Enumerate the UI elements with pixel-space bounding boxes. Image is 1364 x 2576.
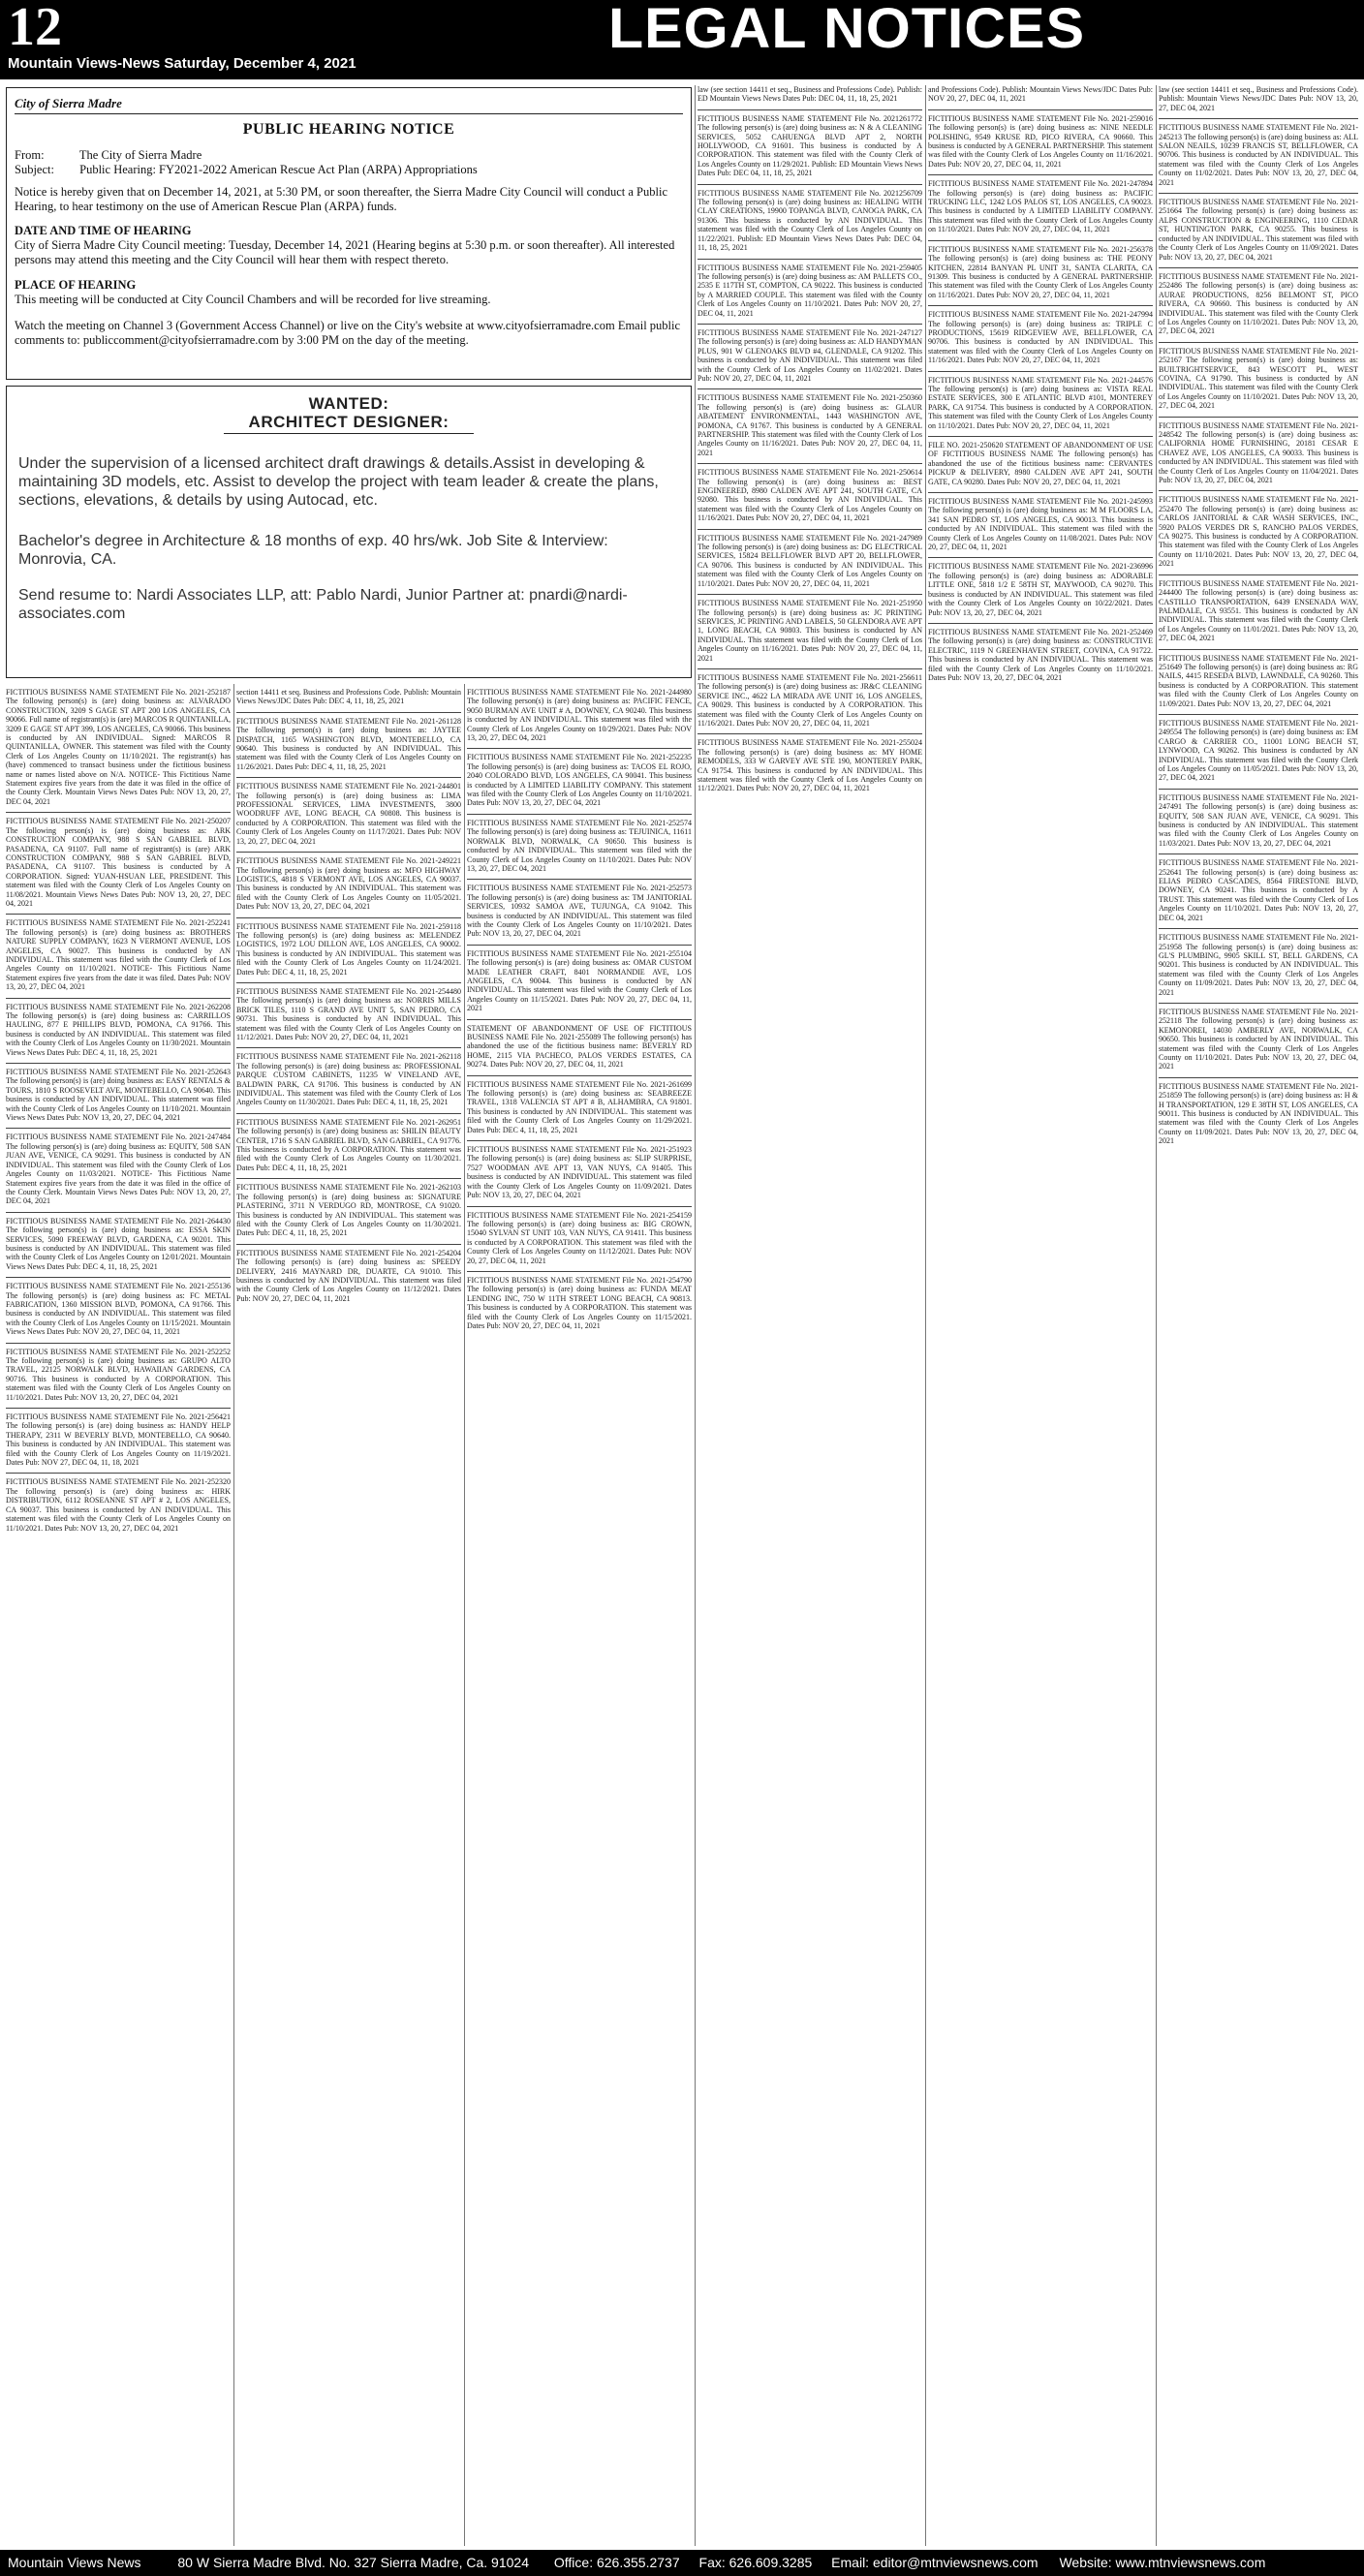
legal-notice-text: FICTITIOUS BUSINESS NAME STATEMENT File No. 2021-252118 The following person(s) is (are) doing business as: KEMONOREI, 14030 AMBERLY AVE, NORWALK, CA 90650. This business is conducted by AN INDIVIDUAL. This statement was filed with the County Clerk of Los Angeles County on 11/10/2021. Dates Pub: NOV 13, 20, 27, DEC 04, 2021	[1159, 1007, 1358, 1071]
legal-notice-text: FICTITIOUS BUSINESS NAME STATEMENT File No. 2021-251923 The following person(s) is (are) doing business as: SLIP SURPRISE, 7527 WOODMAN AVE APT 13, VAN NUYS, CA 91405. This business is conducted by AN INDIVIDUAL. This statement was filed with the County Clerk of Los Angeles County on 11/09/2021. Dates Pub: NOV 13, 20, 27, DEC 04, 2021	[467, 1145, 692, 1200]
notice-divider	[467, 1075, 692, 1076]
notice-divider	[1159, 193, 1358, 194]
notice-divider	[236, 1113, 461, 1114]
legal-notice	[236, 852, 461, 911]
notice-title: PUBLIC HEARING NOTICE	[242, 121, 455, 138]
notice-divider	[6, 1277, 231, 1278]
legal-notice-text: FICTITIOUS BUSINESS NAME STATEMENT File No. 2021-244576 The following person(s) is (are) doing business as: VISTA REAL ESTATE SERVICES, 300 E ATLANTIC BLVD #101, MONTEREY PARK, CA 91754. This business is conducted by A CORPORATION. This statement was filed with the County Clerk of Los Angeles County on 11/10/2021. Dates Pub: NOV 20, 27, DEC 04, 11, 2021	[928, 375, 1153, 430]
legal-notice-text: FICTITIOUS BUSINESS NAME STATEMENT File No. 2021-261128 The following person(s) is (are) doing business as: JAYTEE DISPATCH, 1165 WASHINGTON BLVD, MONTEBELLO, CA 90640. This business is conducted by AN INDIVIDUAL. This statement was filed with the County Clerk of Los Angeles County on 11/26/2021. Dates Pub: DEC 4, 11, 18, 25, 2021	[236, 716, 461, 771]
notice-divider	[698, 594, 922, 595]
legal-notice-text: FICTITIOUS BUSINESS NAME STATEMENT File No. 2021-256378 The following person(s) is (are) doing business as: THE PEONY KITCHEN, 22814 BANYAN PL UNIT 31, SANTA CLARITA, CA 91309. This business is conducted by A GENERAL PARTNERSHIP. This statement was filed with the County Clerk of Los Angeles County on 11/16/2021. Dates Pub: NOV 20, 27, DEC 04, 11, 2021	[928, 244, 1153, 299]
legal-notice	[928, 240, 1153, 299]
legal-notice	[236, 982, 461, 1041]
notice-divider	[467, 1271, 692, 1272]
legal-notice-text: FICTITIOUS BUSINESS NAME STATEMENT File No. 2021-254790 The following person(s) is (are) doing business as: FUNDA MEAT LENDING INC, 750 W 11TH STREET LONG BEACH, CA 90813. This business is conducted by A CORPORATION. This statement was filed with the County Clerk of Los Angeles County on 11/15/2021. Dates Pub: NOV 20, 27, DEC 04, 11, 2021	[467, 1275, 692, 1330]
legal-notice	[467, 1075, 692, 1134]
legal-notice-text: and Professions Code). Publish: Mountain Views News/JDC Dates Pub: NOV 20, 27, DEC 04, 11, 2021	[928, 85, 1153, 104]
column-rule	[1156, 85, 1157, 2546]
legal-notice-text: FICTITIOUS BUSINESS NAME STATEMENT File No. 2021-252320 The following person(s) is (are) doing business as: HIRK DISTRIBUTION, 6112 ROSEANNE ST APT # 2, LOS ANGELES, CA 90037. This business is conducted by AN INDIVIDUAL. This statement was filed with the County Clerk of Los Angeles County on 11/10/2021. Dates Pub: NOV 13, 20, 27, DEC 04, 2021	[6, 1477, 231, 1533]
legal-notice-text: FICTITIOUS BUSINESS NAME STATEMENT File No. 2021-252167 The following person(s) is (are) doing business as: BUILTRIGHTSERVICE, 843 WESCOTT PL, WEST COVINA, CA 91790. This business is conducted by AN INDIVIDUAL. This statement was filed with the County Clerk of Los Angeles County on 11/10/2021. Dates Pub: NOV 13, 20, 27, DEC 04, 2021	[1159, 346, 1358, 411]
legal-notice-text: FICTITIOUS BUSINESS NAME STATEMENT File No. 2021-244980 The following person(s) is (are) doing business as: PACIFIC FENCE, 9050 BURMAN AVE UNIT # A, DOWNEY, CA 90240. This business is conducted by AN INDIVIDUAL. This statement was filed with the County Clerk of Los Angeles County on 10/29/2021. Dates Pub: NOV 13, 20, 27, DEC 04, 2021	[467, 688, 692, 743]
legal-notice	[6, 1063, 231, 1122]
legal-notice	[698, 594, 922, 663]
notice-divider	[928, 436, 1153, 437]
wanted-heading-2: ARCHITECT DESIGNER:	[248, 413, 450, 431]
notices-column-5	[928, 85, 1153, 2546]
legal-notice	[467, 1140, 692, 1199]
column-rule	[233, 684, 234, 2546]
notice-divider	[236, 852, 461, 853]
footer-paper-name: Mountain Views News	[8, 2555, 141, 2570]
notice-divider	[6, 812, 231, 813]
legal-notice	[928, 557, 1153, 616]
legal-notice-text: FICTITIOUS BUSINESS NAME STATEMENT File No. 2021-259016 The following person(s) is (are) doing business as: NINE NEEDLE POLISHING, 9549 KRUSE RD, PICO RIVERA, CA 90660. This business is conducted by A GENERAL PARTNERSHIP. This statement was filed with the County Clerk of Los Angeles County on 11/16/2021. Dates Pub: NOV 20, 27, DEC 04, 11, 2021	[928, 113, 1153, 169]
legal-notice	[698, 463, 922, 522]
notice-divider	[6, 1212, 231, 1213]
legal-notice	[467, 945, 692, 1013]
legal-notice-text: FICTITIOUS BUSINESS NAME STATEMENT File No. 2021-251664 The following person(s) is (are) doing business as: ALPS CONSTRUCTION & ENGINEERING, 1110 CEDAR ST, HUNTINGTON PARK, CA 90255. This business is conducted by AN INDIVIDUAL. This statement was filed with the County Clerk of Los Angeles County on 11/09/2021. Dates Pub: NOV 13, 20, 27, DEC 04, 2021	[1159, 198, 1358, 262]
notices-column-3	[467, 688, 692, 2546]
legal-notice	[1159, 193, 1358, 262]
legal-notice	[928, 174, 1153, 233]
notice-date-text: City of Sierra Madre City Council meeting: Tuesday, December 14, 2021 (Hearing begins at 5:30 p.m. or soon thereafter). All interested persons may attend this meeting and the City Council will hear them with respect thereto.	[15, 238, 675, 266]
notice-from-value: The City of Sierra Madre	[78, 148, 202, 162]
footer-bar	[0, 2550, 1364, 2576]
notice-place-heading: PLACE OF HEARING	[15, 278, 137, 292]
legal-notice	[1159, 417, 1358, 485]
notice-divider	[928, 492, 1153, 493]
legal-notice-text: FICTITIOUS BUSINESS NAME STATEMENT File No. 2021-255024 The following person(s) is (are) doing business as: MY HOME REMODELS, 333 W GARVEY AVE STE 190, MONTEREY PARK, CA 91754. This business is conducted by AN INDIVIDUAL. This statement was filed with the County Clerk of Los Angeles County on 11/12/2021. Dates Pub: NOV 20, 27, DEC 04, 11, 2021	[698, 738, 922, 793]
legal-notice	[6, 1408, 231, 1467]
wanted-requirements: Bachelor's degree in Architecture & 18 months of exp. 40 hrs/wk. Job Site & Interview: Monrovia, CA.	[18, 533, 608, 568]
legal-notice	[928, 492, 1153, 551]
legal-notice-text: FICTITIOUS BUSINESS NAME STATEMENT File No. 2021-252486 The following person(s) is (are) doing business as: AURAE PRODUCTIONS, 8256 BELMONT ST, PICO RIVERA, CA 90660. This business is conducted by AN INDIVIDUAL. This statement was filed with the County Clerk of Los Angeles County on 11/10/2021. Dates Pub: NOV 13, 20, 27, DEC 04, 2021	[1159, 271, 1358, 336]
notice-divider	[928, 371, 1153, 372]
notice-divider	[6, 1343, 231, 1344]
footer-fax: Fax: 626.609.3285	[698, 2555, 813, 2570]
public-hearing-notice	[6, 87, 692, 380]
legal-notice	[698, 184, 922, 253]
legal-notice-text: FILE NO. 2021-250620 STATEMENT OF ABANDONMENT OF USE OF FICTITIOUS BUSINESS NAME The following person(s) has abandoned the use of the fictitious business name: CERVANTES PICKUP & DELIVERY, 8980 CALDEN AVE APT 241, SOUTH GATE, CA 90280. Dates Pub: NOV 20, 27, DEC 04, 11, 2021	[928, 441, 1153, 486]
legal-notice	[698, 324, 922, 383]
legal-notice-text: FICTITIOUS BUSINESS NAME STATEMENT File No. 2021-259405 The following person(s) is (are) doing business as: AM PALLETS CO., 2535 E 117TH ST, COMPTON, CA 90222. This business is conducted by A MARRIED COUPLE. This statement was filed with the County Clerk of Los Angeles County on 11/10/2021. Dates Pub: NOV 20, 27, DEC 04, 11, 2021	[698, 263, 922, 318]
legal-notice-text: FICTITIOUS BUSINESS NAME STATEMENT File No. 2021-250614 The following person(s) is (are) doing business as: BEST ENGINEERED, 8980 CALDEN AVE APT 241, SOUTH GATE, CA 92080. This business is conducted by AN INDIVIDUAL. This statement was filed with the County Clerk of Los Angeles County on 11/16/2021. Dates Pub: NOV 20, 27, DEC 04, 11, 2021	[698, 468, 922, 523]
legal-notice-text: FICTITIOUS BUSINESS NAME STATEMENT File No. 2021-252187 The following person(s) is (are) doing business as: ALVARADO CONSTRUCTION, 3209 S GAGE ST APT 200 LOS ANGELES, CA 90066. Full name of registrant(s) is (are) MARCOS R QUINTANILLA, 3209 E GAGE ST APT 399, LOS ANGELES, CA 90066. This business is conducted by AN INDIVIDUAL. Signed: MARCOS R QUINTANILLA, OWNER. This statement was filed with the County Clerk of Los Angeles County on 11/10/2021. The registrant(s) has (have) commenced to transact business under the fictitious business name or names listed above on N/A. NOTICE- This Fictitious Name Statement expires five years from the date it was filed in the office of the County Clerk. Mountain Views News Dates Pub: NOV 13, 20, 27, DEC 04, 2021	[6, 688, 231, 806]
notice-divider	[1159, 490, 1358, 491]
legal-notice-text: FICTITIOUS BUSINESS NAME STATEMENT File No. 2021-252470 The following person(s) is (are) doing business as: CARLOS JANITORIAL & CAR WASH SERVICES, INC., 5920 PALOS VERDES DR S, RANCHO PALOS VERDES, CA 90275. This business is conducted by A CORPORATION. This statement was filed with the County Clerk of Los Angeles County on 11/10/2021. Dates Pub: NOV 13, 20, 27, DEC 04, 2021	[1159, 495, 1358, 569]
notice-subject-label: Subject:	[15, 163, 54, 176]
legal-notice-text: FICTITIOUS BUSINESS NAME STATEMENT File No. 2021-262103 The following person(s) is (are) doing business as: SIGNATURE PLASTERING, 3711 N VERDUGO RD, MONTROSE, CA 91020. This business is conducted by AN INDIVIDUAL. This statement was filed with the County Clerk of Los Angeles County on 11/30/2021. Dates Pub: DEC 4, 11, 18, 25, 2021	[236, 1183, 461, 1238]
notice-divider	[467, 748, 692, 749]
legal-notice	[236, 777, 461, 846]
notice-divider	[236, 1178, 461, 1179]
notice-divider	[6, 1128, 231, 1129]
notice-divider	[1159, 267, 1358, 268]
notice-divider	[928, 240, 1153, 241]
column-rule	[925, 85, 926, 2546]
legal-notice-text: FICTITIOUS BUSINESS NAME STATEMENT File No. 2021-252252 The following person(s) is (are) doing business as: GRUPO ALTO TRAVEL, 22125 NORWALK BLVD, HAWAIIAN GARDENS, CA 90716. This business is conducted by A CORPORATION. This statement was filed with the County Clerk of Los Angeles County on 11/10/2021. Dates Pub: NOV 13, 20, 27, DEC 04, 2021	[6, 1347, 231, 1402]
notice-divider	[467, 1140, 692, 1141]
notice-divider	[698, 324, 922, 325]
legal-notice-text: FICTITIOUS BUSINESS NAME STATEMENT File No. 2021-252573 The following person(s) is (are) doing business as: TM JANITORIAL SERVICES, 10932 SAMOA AVE, TUJUNGA, CA 91042. This business is conducted by AN INDIVIDUAL. This statement was filed with the County Clerk of Los Angeles County on 11/10/2021. Dates Pub: NOV 13, 20, 27, DEC 04, 2021	[467, 884, 692, 939]
legal-notice	[1159, 1003, 1358, 1071]
notice-divider	[928, 174, 1153, 175]
legal-notice	[1159, 649, 1358, 708]
legal-notice-text: FICTITIOUS BUSINESS NAME STATEMENT File No. 2021-259118 The following person(s) is (are) doing business as: MELENDEZ LOGISTICS, 1972 LOU DILLON AVE, LOS ANGELES, CA 90002. This business is conducted by AN INDIVIDUAL. This statement was filed with the County Clerk of Los Angeles County on 11/24/2021. Dates Pub: DEC 4, 11, 18, 25, 2021	[236, 921, 461, 977]
notice-divider	[6, 1408, 231, 1409]
notice-divider	[236, 712, 461, 713]
legal-notice	[928, 109, 1153, 169]
legal-notice	[928, 371, 1153, 430]
legal-notice-text: FICTITIOUS BUSINESS NAME STATEMENT File No. 2021-254204 The following person(s) is (are) doing business as: SPEEDY DELIVERY, 2416 MAYNARD DR, DUARTE, CA 91010. This business is conducted by AN INDIVIDUAL. This statement was filed with the County Clerk of Los Angeles County on 11/12/2021. Dates Pub: NOV 20, 27, DEC 04, 11, 2021	[236, 1248, 461, 1303]
legal-notice	[6, 812, 231, 908]
legal-notice-text: FICTITIOUS BUSINESS NAME STATEMENT File No. 2021-236996 The following person(s) is (are) doing business as: ADORABLE LITTLE ONE, 5818 1/2 E 58TH ST, MAYWOOD, CA 90270. This business is conducted by AN INDIVIDUAL. This statement was filed with the County Clerk of Los Angeles County on 10/22/2021. Dates Pub: NOV 13, 20, 27, DEC 04, 2021	[928, 562, 1153, 617]
legal-notice	[1159, 928, 1358, 997]
legal-notice-text: FICTITIOUS BUSINESS NAME STATEMENT File No. 2021-264430 The following person(s) is (are) doing business as: ESSA SKIN SERVICES, 5090 FREEWAY BLVD, GARDENA, CA 90201. This business is conducted by AN INDIVIDUAL. This statement was filed with the County Clerk of Los Angeles County on 12/01/2021. Mountain Views News Dates Pub: DEC 4, 11, 18, 25, 2021	[6, 1216, 231, 1271]
legal-notice-text: FICTITIOUS BUSINESS NAME STATEMENT File No. 2021-247894 The following person(s) is (are) doing business as: PACIFIC TRUCKING LLC, 1242 LOS PALOS ST, LOS ANGELES, CA 90023. This business is conducted by A LIMITED LIABILITY COMPANY. This statement was filed with the County Clerk of Los Angeles County on 11/10/2021. Dates Pub: NOV 20, 27, DEC 04, 11, 2021	[928, 179, 1153, 234]
legal-notice-text: FICTITIOUS BUSINESS NAME STATEMENT File No. 2021-248542 The following person(s) is (are) doing business as: CALIFORNIA HOME FURNISHING, 20181 CESAR E CHAVEZ AVE, LOS ANGELES, CA 90033. This business is conducted by AN INDIVIDUAL. This statement was filed with the County Clerk of Los Angeles County on 11/04/2021. Dates Pub: NOV 13, 20, 27, DEC 04, 2021	[1159, 420, 1358, 485]
wanted-ad	[6, 386, 692, 678]
legal-notice-text: FICTITIOUS BUSINESS NAME STATEMENT File No. 2021-247484 The following person(s) is (are) doing business as: EQUITY, 508 SAN JUAN AVE, VENICE, CA 90291. This business is conducted by AN INDIVIDUAL. This statement was filed with the County Clerk of Los Angeles County on 11/03/2021. NOTICE- This Fictitious Name Statement expires five years from the date it was filed in the office of the County Clerk. Mountain Views News Dates Pub: NOV 13, 20, 27, DEC 04, 2021	[6, 1133, 231, 1206]
notice-divider	[1159, 417, 1358, 418]
legal-notice-text: FICTITIOUS BUSINESS NAME STATEMENT File No. 2021-247994 The following person(s) is (are) doing business as: TRIPLE C PRODUCTIONS, 15619 RIDGEVIEW AVE, BELLFLOWER, CA 90706. This business is conducted by AN INDIVIDUAL. This statement was filed with the County Clerk of Los Angeles County on 11/16/2021. Dates Pub: NOV 20, 27, DEC 04, 11, 2021	[928, 310, 1153, 365]
legal-notice	[698, 733, 922, 792]
legal-notice-text: FICTITIOUS BUSINESS NAME STATEMENT File No. 2021-249221 The following person(s) is (are) doing business as: MFO HIGHWAY LOGISTICS, 4818 S VERMONT AVE, LOS ANGELES, CA 90037. This business is conducted by AN INDIVIDUAL. This statement was filed with the County Clerk of Los Angeles County on 11/05/2021. Dates Pub: NOV 13, 20, 27, DEC 04, 2021	[236, 856, 461, 912]
notice-divider	[698, 388, 922, 389]
notice-divider	[467, 879, 692, 880]
column-rule	[464, 684, 465, 2546]
legal-notice-text: FICTITIOUS BUSINESS NAME STATEMENT File No. 2021-254480 The following person(s) is (are) doing business as: NORRIS MILLS BRICK TILES, 1110 S GRAND AVE UNIT 5, SAN PEDRO, CA 90731. This business is conducted by AN INDIVIDUAL. This statement was filed with the County Clerk of Los Angeles County on 11/12/2021. Dates Pub: NOV 20, 27, DEC 04, 11, 2021	[236, 986, 461, 1041]
paper-and-date: Mountain Views-News Saturday, December 4, 2021	[8, 55, 356, 72]
notice-subject-row	[15, 163, 478, 177]
notice-divider	[1159, 118, 1358, 119]
wanted-description: Under the supervision of a licensed architect draft drawings & details.Assist in developing & maintaining 3D models, etc. Assist to develop the project with team leader & create the plans, sections, elevations, & details by using Autocad, etc.	[18, 455, 659, 509]
legal-notice	[236, 712, 461, 771]
masthead	[0, 0, 1364, 79]
notice-divider	[698, 184, 922, 185]
legal-notice	[467, 688, 692, 742]
legal-notice-text: FICTITIOUS BUSINESS NAME STATEMENT File No. 2021-245213 The following person(s) is (are) doing business as: ALL SALON NEAILS, 10239 FRANCIS ST, BELLFLOWER, CA 90706. This business is conducted by AN INDIVIDUAL. This statement was filed with the County Clerk of Los Angeles County on 11/02/2021. Dates Pub: NOV 13, 20, 27, DEC 04, 2021	[1159, 123, 1358, 187]
legal-notice-text: FICTITIOUS BUSINESS NAME STATEMENT File No. 2021-247127 The following person(s) is (are) doing business as: ALD HANDYMAN PLUS, 901 W GLENOAKS BLVD #4, GLENDALE, CA 91202. This business is conducted by AN INDIVIDUAL. This statement was filed with the County Clerk of Los Angeles County on 11/02/2021. Dates Pub: NOV 20, 27, DEC 04, 11, 2021	[698, 327, 922, 383]
notice-divider	[1159, 1003, 1358, 1004]
legal-notice	[1159, 267, 1358, 336]
legal-notice	[6, 1212, 231, 1271]
legal-notice-text: FICTITIOUS BUSINESS NAME STATEMENT File No. 2021-251950 The following person(s) is (are) doing business as: JC PRINTING SERVICES, JC PRINTING AND LABELS, 50 GLENDORA AVE APT 1, LONG BEACH, CA 90803. This business is conducted by AN INDIVIDUAL. This statement was filed with the County Clerk of Los Angeles County on 11/16/2021. Dates Pub: NOV 20, 27, DEC 04, 11, 2021	[698, 599, 922, 663]
legal-notice	[928, 623, 1153, 682]
legal-notice	[6, 688, 231, 806]
notice-divider	[1159, 928, 1358, 929]
legal-notice	[698, 85, 922, 104]
legal-notice	[698, 109, 922, 178]
notice-divider	[1159, 1077, 1358, 1078]
notice-divider	[1159, 574, 1358, 575]
legal-notice-text: FICTITIOUS BUSINESS NAME STATEMENT File No. 2021-254159 The following person(s) is (are) doing business as: BIG CROWN, 15040 SYLVAN ST UNIT 103, VAN NUYS, CA 91411. This business is conducted by A CORPORATION. This statement was filed with the County Clerk of Los Angeles County on 11/12/2021. Dates Pub: NOV 20, 27, DEC 04, 11, 2021	[467, 1210, 692, 1265]
legal-notice	[6, 1128, 231, 1205]
notices-column-4	[698, 85, 922, 2546]
legal-notice-text: FICTITIOUS BUSINESS NAME STATEMENT File No. 2021-256421 The following person(s) is (are) doing business as: HANDY HELP THERAPY, 2311 W BEVERLY BLVD, MONTEBELLO, CA 90640. This business is conducted by AN INDIVIDUAL. This statement was filed with the County Clerk of Los Angeles County on 11/19/2021. Dates Pub: NOV 27, DEC 04, 11, 18, 2021	[6, 1412, 231, 1468]
legal-notice	[928, 305, 1153, 364]
notices-column-2	[236, 688, 461, 2546]
notice-divider	[6, 1063, 231, 1064]
notice-divider	[698, 109, 922, 110]
legal-notice	[236, 917, 461, 977]
notice-divider	[698, 529, 922, 530]
legal-notice	[1159, 714, 1358, 783]
legal-notice	[1159, 1077, 1358, 1146]
legal-notice	[6, 1277, 231, 1336]
legal-notice-text: FICTITIOUS BUSINESS NAME STATEMENT File No. 2021-262951 The following person(s) is (are) doing business as: SHILIN BEAUTY CENTER, 1716 S SAN GABRIEL BLVD, SAN GABRIEL, CA 91776. This business is conducted by A CORPORATION. This statement was filed with the County Clerk of Los Angeles County on 11/30/2021. Dates Pub: DEC 4, 11, 18, 25, 2021	[236, 1117, 461, 1172]
notice-divider	[928, 305, 1153, 306]
wanted-heading	[7, 394, 691, 431]
legal-notice-text: FICTITIOUS BUSINESS NAME STATEMENT File No. 2021-251958 The following person(s) is (are) doing business as: GL'S PLUMBING, 9905 SKILL ST, BELL GARDENS, CA 90201. This business is conducted by AN INDIVIDUAL. This statement was filed with the County Clerk of Los Angeles County on 11/09/2021. Dates Pub: NOV 13, 20, 27, DEC 04, 2021	[1159, 933, 1358, 997]
legal-notice-text: FICTITIOUS BUSINESS NAME STATEMENT File No. 2021-249554 The following person(s) is (are) doing business as: EM CARGO & CARRIER CO., 11001 LONG BEACH ST, LYNWOOD, CA 90262. This business is conducted by AN INDIVIDUAL. This statement was filed with the County Clerk of Los Angeles County on 11/05/2021. Dates Pub: NOV 13, 20, 27, DEC 04, 2021	[1159, 718, 1358, 783]
notice-divider	[928, 557, 1153, 558]
notice-divider	[1159, 853, 1358, 854]
legal-notice	[1159, 490, 1358, 568]
legal-notice	[236, 688, 461, 706]
legal-notice-text: FICTITIOUS BUSINESS NAME STATEMENT File No. 2021256709 The following person(s) is (are) doing business as: HEALING WITH CLAY CREATIONS, 19900 TOPANGA BLVD, CANOGA PARK, CA 91306. This business is conducted by AN INDIVIDUAL. This statement was filed with the County Clerk of Los Angeles County on 11/22/2021. Publish: ED Mountain Views News Dates Pub: DEC 04, 11, 18, 25, 2021	[698, 188, 922, 253]
notice-divider	[698, 668, 922, 669]
footer-email-link[interactable]: Email: editor@mtnviewsnews.com	[831, 2555, 1038, 2570]
notice-divider	[6, 998, 231, 999]
notice-divider	[1159, 649, 1358, 650]
footer-office-phone: Office: 626.355.2737	[553, 2555, 680, 2570]
wanted-underline	[224, 433, 474, 434]
legal-notice-text: law (see section 14411 et seq., Business and Professions Code). Publish: Mountain Views News/JDC Dates Pub: NOV 13, 20, 27, DEC 04, 2021	[1159, 85, 1358, 112]
legal-notice-text: FICTITIOUS BUSINESS NAME STATEMENT File No. 2021261772 The following person(s) is (are) doing business as: N & A CLEANING SERVICES, 5052 CAHUENGA BLVD APT 2, NORTH HOLLYWOOD, CA 91601. This business is conducted by A CORPORATION. This statement was filed with the County Clerk of Los Angeles County on 11/29/2021. Publish: ED Mountain Views News Dates Pub: DEC 04, 11, 18, 25, 2021	[698, 113, 922, 178]
legal-notice-text: FICTITIOUS BUSINESS NAME STATEMENT File No. 2021-255136 The following person(s) is (are) doing business as: FC METAL FABRICATION, 1360 MISSION BLVD, POMONA, CA 91766. This business is conducted by AN INDIVIDUAL. This statement was filed with the County Clerk of Los Angeles County on 11/15/2021. Mountain Views News Dates Pub: NOV 20, 27, DEC 04, 11, 2021	[6, 1282, 231, 1337]
notice-divider	[236, 1047, 461, 1048]
legal-notice-text: FICTITIOUS BUSINESS NAME STATEMENT File No. 2021-252469 The following person(s) is (are) doing business as: CONSTRUCTIVE ELECTRIC, 1119 N GREENHAVEN STREET, COVINA, CA 91722. This business is conducted by AN INDIVIDUAL. This statement was filed with the County Clerk of Los Angeles County on 11/10/2021. Dates Pub: NOV 13, 20, 27, DEC 04, 2021	[928, 627, 1153, 682]
notices-column-6	[1159, 85, 1358, 2546]
legal-notice	[928, 85, 1153, 104]
notice-divider	[698, 463, 922, 464]
legal-notice	[1159, 118, 1358, 187]
notice-divider	[236, 777, 461, 778]
legal-notice-text: FICTITIOUS BUSINESS NAME STATEMENT File No. 2021-247989 The following person(s) is (are) doing business as: DG ELECTRICAL SERVICES, 15824 BELLFLOWER BLVD APT 20, BELLFLOWER, CA 90706. This business is conducted by AN INDIVIDUAL. This statement was filed with the County Clerk of Los Angeles County on 11/10/2021. Dates Pub: NOV 20, 27, DEC 04, 11, 2021	[698, 533, 922, 588]
legal-notice-text: FICTITIOUS BUSINESS NAME STATEMENT File No. 2021-251859 The following person(s) is (are) doing business as: H & H TRANSPORTATION, 129 E 38TH ST, LOS ANGELES, CA 90011. This business is conducted by AN INDIVIDUAL. This statement was filed with the County Clerk of Los Angeles County on 11/09/2021. Dates Pub: NOV 13, 20, 27, DEC 04, 2021	[1159, 1081, 1358, 1146]
notice-divider	[698, 259, 922, 260]
legal-notice	[6, 998, 231, 1057]
wanted-heading-1: WANTED:	[308, 394, 389, 413]
legal-notice	[6, 914, 231, 991]
notice-divider	[236, 917, 461, 918]
legal-notice	[1159, 789, 1358, 848]
notice-divider	[467, 814, 692, 815]
legal-notice	[698, 668, 922, 728]
legal-notice-text: FICTITIOUS BUSINESS NAME STATEMENT File No. 2021-247491 The following person(s) is (are) doing business as: EQUITY, 508 SAN JUAN AVE, VENICE, CA 90291. This business is conducted by AN INDIVIDUAL. This statement was filed with the County Clerk of Los Angeles County on 11/03/2021. Dates Pub: NOV 13, 20, 27, DEC 04, 2021	[1159, 792, 1358, 848]
notice-divider	[1159, 342, 1358, 343]
legal-notice-text: FICTITIOUS BUSINESS NAME STATEMENT File No. 2021-250360 The following person(s) is (are) doing business as: GLAUR ABATEMENT ENVIRONMENTAL, 1443 WASHINGTON AVE, POMONA, CA 91767. This business is conducted by A GENERAL PARTNERSHIP. This statement was filed with the County Clerk of Los Angeles County on 11/16/2021. Dates Pub: NOV 20, 27, DEC 04, 11, 2021	[698, 393, 922, 457]
legal-notice	[236, 1244, 461, 1303]
notice-from-row	[15, 148, 202, 163]
notice-divider	[698, 733, 922, 734]
legal-notice-text: FICTITIOUS BUSINESS NAME STATEMENT File No. 2021-255104 The following person(s) is (are) doing business as: OMAR CUSTOM MADE LEATHER CRAFT, 8401 NORMANDIE AVE, LOS ANGELES, CA 90044. This business is conducted by AN INDIVIDUAL. This statement was filed with the County Clerk of Los Angeles County on 11/15/2021. Dates Pub: NOV 20, 27, DEC 04, 11, 2021	[467, 948, 692, 1013]
notice-watch-text: Watch the meeting on Channel 3 (Government Access Channel) or live on the City's website at www.cityofsierramadre.com Email public comments to: publiccomment@cityofsierramadre.com by 3:00 PM on the day of the meeting.	[15, 319, 681, 347]
legal-notice-text: FICTITIOUS BUSINESS NAME STATEMENT File No. 2021-252641 The following person(s) is (are) doing business as: ELIAS PEDRO CASCADES, 8564 FIRESTONE BLVD, DOWNEY, CA 90241. This business is conducted by A TRUST. This statement was filed with the County Clerk of Los Angeles County on 11/10/2021. Dates Pub: NOV 13, 20, 27, DEC 04, 2021	[1159, 858, 1358, 922]
legal-notice	[698, 388, 922, 457]
legal-notice-text: FICTITIOUS BUSINESS NAME STATEMENT File No. 2021-252241 The following person(s) is (are) doing business as: BROTHERS NATURE SUPPLY COMPANY, 1623 N VERMONT AVENUE, LOS ANGELES, CA 90027. This business is conducted by AN INDIVIDUAL. This statement was filed with the County Clerk of Los Angeles County on 11/10/2021. NOTICE- This Fictitious Name Statement expires five years from the date it was filed. Dates Pub: NOV 13, 20, 27, DEC 04, 2021	[6, 918, 231, 992]
legal-notice-text: FICTITIOUS BUSINESS NAME STATEMENT File No. 2021-252643 The following person(s) is (are) doing business as: EASY RENTALS & TOURS, 1810 S ROOSEVELT AVE, MONTEBELLO, CA 90640. This business is conducted by AN INDIVIDUAL. This statement was filed with the County Clerk of Los Angeles County on 11/10/2021. Mountain Views News Dates Pub: NOV 13, 20, 27, DEC 04, 2021	[6, 1068, 231, 1123]
legal-notice	[1159, 85, 1358, 112]
legal-notice	[1159, 342, 1358, 411]
notice-divider	[6, 1473, 231, 1474]
legal-notice-text: FICTITIOUS BUSINESS NAME STATEMENT File No. 2021-251649 The following person(s) is (are) doing business as: RG NAILS, 4415 RESEDA BLVD, LAWNDALE, CA 90260. This business is conducted by A CORPORATION. This statement was filed with the County Clerk of Los Angeles County on 11/09/2021. Dates Pub: NOV 13, 20, 27, DEC 04, 2021	[1159, 653, 1358, 708]
legal-notice	[236, 1047, 461, 1106]
notices-column-1	[6, 688, 231, 2546]
notice-divider	[467, 1206, 692, 1207]
legal-notice-text: FICTITIOUS BUSINESS NAME STATEMENT File No. 2021-244400 The following person(s) is (are) doing business as: CASTILLO TRANSPORTATION, 6439 ENSENADA WAY, PALMDALE, CA 93551. This business is conducted by AN INDIVIDUAL. This statement was filed with the County Clerk of Los Angeles County on 11/01/2021. Dates Pub: NOV 13, 20, 27, DEC 04, 2021	[1159, 578, 1358, 643]
legal-notice	[467, 879, 692, 938]
legal-notice	[467, 748, 692, 807]
legal-notice-text: STATEMENT OF ABANDONMENT OF USE OF FICTITIOUS BUSINESS NAME File No. 2021-255089 The following person(s) has abandoned the use of the fictitious business name: BEVERLY RD HOME, 2115 VIA PACHECO, PALOS VERDES ESTATES, CA 90274. Dates Pub: NOV 20, 27, DEC 04, 11, 2021	[467, 1023, 692, 1070]
legal-notice	[236, 1113, 461, 1172]
legal-notice	[6, 1343, 231, 1402]
section-title: LEGAL NOTICES	[608, 0, 1086, 60]
page-number: 12	[8, 0, 62, 57]
wanted-contact: Send resume to: Nardi Associates LLP, att: Pablo Nardi, Junior Partner at: pnardi@nardi-associates.com	[18, 587, 628, 622]
legal-notice-text: FICTITIOUS BUSINESS NAME STATEMENT File No. 2021-256611 The following person(s) is (are) doing business as: JR&C CLEANING SERVICE INC., 4622 LA MIRADA AVE UNIT 16, LOS ANGELES, CA 90029. This business is conducted by A CORPORATION. This statement was filed with the County Clerk of Los Angeles County on 11/16/2021. Dates Pub: NOV 20, 27, DEC 04, 11, 2021	[698, 672, 922, 728]
notice-city: City of Sierra Madre	[15, 96, 122, 110]
legal-notice-text: law (see section 14411 et seq., Business and Professions Code). Publish: ED Mountain Views News Dates Pub: DEC 04, 11, 18, 25, 2021	[698, 85, 922, 104]
legal-notice	[236, 1178, 461, 1237]
notice-divider	[15, 113, 683, 114]
notice-divider	[467, 945, 692, 946]
legal-notice	[928, 436, 1153, 486]
legal-notice-text: FICTITIOUS BUSINESS NAME STATEMENT File No. 2021-250207 The following person(s) is (are) doing business as: ARK CONSTRUCTION COMPANY, 988 S SAN GABRIEL BLVD, PASADENA, CA 91107. Full name of registrant(s) is (are) ARK CONSTRUCTION COMPANY, 988 S SAN GABRIEL BLVD, PASADENA, CA 91107. This business is conducted by A CORPORATION. Signed: YUAN-HSUAN LEE, PRESIDENT. This statement was filed with the County Clerk of Los Angeles County on 11/08/2021. Mountain Views News Dates Pub: NOV 13, 20, 27, DEC 04, 2021	[6, 817, 231, 908]
notice-subject-value: Public Hearing: FY2021-2022 American Rescue Act Plan (ARPA) Appropriations	[79, 163, 478, 176]
legal-notice	[467, 1206, 692, 1265]
notice-divider	[467, 1019, 692, 1020]
legal-notice-text: section 14411 et seq. Business and Professions Code. Publish: Mountain Views News/JDC Dates Pub: DEC 4, 11, 18, 25, 2021	[236, 688, 461, 706]
legal-notice-text: FICTITIOUS BUSINESS NAME STATEMENT File No. 2021-252235 The following person(s) is (are) doing business as: TACOS EL ROJO, 2040 COLORADO BLVD, LOS ANGELES, CA 90041. This business is conducted by A LIMITED LIABILITY COMPANY. This statement was filed with the County Clerk of Los Angeles County on 11/10/2021. Dates Pub: NOV 13, 20, 27, DEC 04, 2021	[467, 753, 692, 808]
legal-notice-text: FICTITIOUS BUSINESS NAME STATEMENT File No. 2021-244801 The following person(s) is (are) doing business as: LIMA PROFESSIONAL SERVICES, LIMA INVESTMENTS, 3800 WOODRUFF AVE, LONG BEACH, CA 90808. This business is conducted by A CORPORATION. This statement was filed with the County Clerk of Los Angeles County on 11/17/2021. Dates Pub: NOV 13, 20, 27, DEC 04, 2021	[236, 782, 461, 846]
legal-notice	[1159, 853, 1358, 922]
legal-notice	[698, 259, 922, 318]
legal-notice	[698, 529, 922, 588]
footer-address: 80 W Sierra Madre Blvd. No. 327 Sierra Madre, Ca. 91024	[177, 2555, 529, 2570]
legal-notice	[1159, 574, 1358, 643]
notice-date-heading: DATE AND TIME OF HEARING	[15, 224, 192, 237]
notice-intro: Notice is hereby given that on December 14, 2021, at 5:30 PM, or soon thereafter, the Sierra Madre City Council will conduct a Public Hearing, to hear testimony on the use of American Rescue Plan (ARPA) funds.	[15, 185, 667, 213]
legal-notice-text: FICTITIOUS BUSINESS NAME STATEMENT File No. 2021-252574 The following person(s) is (are) doing business as: TEJUINICA, 11611 NORWALK BLVD, NORWALK, CA 90650. This business is conducted by AN INDIVIDUAL. This statement was filed with the County Clerk of Los Angeles County on 11/10/2021. Dates Pub: NOV 13, 20, 27, DEC 04, 2021	[467, 818, 692, 873]
column-rule	[695, 85, 696, 2546]
legal-notice	[467, 1271, 692, 1330]
legal-notice	[467, 814, 692, 873]
notice-divider	[236, 982, 461, 983]
footer-website-link[interactable]: Website: www.mtnviewsnews.com	[1059, 2555, 1266, 2570]
legal-notice-text: FICTITIOUS BUSINESS NAME STATEMENT File No. 2021-262118 The following person(s) is (are) doing business as: PROFESSIONAL PARQUE CUSTOM CABINETS, 11235 W VINELAND AVE, BALDWIN PARK, CA 91706. This business is conducted by AN INDIVIDUAL. This statement was filed with the County Clerk of Los Angeles County on 11/30/2021. Dates Pub: DEC 4, 11, 18, 25, 2021	[236, 1052, 461, 1107]
notice-place-text: This meeting will be conducted at City Council Chambers and will be recorded for live streaming.	[15, 293, 491, 306]
notice-divider	[928, 623, 1153, 624]
legal-notice-text: FICTITIOUS BUSINESS NAME STATEMENT File No. 2021-261699 The following person(s) is (are) doing business as: SEABREEZE TRAVEL, 1318 VALENCIA ST APT # B, ALHAMBRA, CA 91801. This business is conducted by AN INDIVIDUAL. This statement was filed with the County Clerk of Los Angeles County on 11/29/2021. Dates Pub: DEC 4, 11, 18, 25, 2021	[467, 1079, 692, 1134]
notice-from-label: From:	[15, 148, 45, 162]
notice-divider	[236, 1244, 461, 1245]
legal-notice	[467, 1019, 692, 1070]
notice-divider	[1159, 789, 1358, 790]
legal-notice-text: FICTITIOUS BUSINESS NAME STATEMENT File No. 2021-245993 The following person(s) is (are) doing business as: M M FLOORS LA, 341 SAN PEDRO ST, LOS ANGELES, CA 90013. This business is conducted by AN INDIVIDUAL. This statement was filed with the County Clerk of Los Angeles County on 11/08/2021. Dates Pub: NOV 20, 27, DEC 04, 11, 2021	[928, 497, 1153, 552]
notice-divider	[928, 109, 1153, 110]
notice-divider	[6, 914, 231, 915]
legal-notice-text: FICTITIOUS BUSINESS NAME STATEMENT File No. 2021-262208 The following person(s) is (are) doing business as: CARRILLOS HAULING, 877 E PHILLIPS BLVD, POMONA, CA 91766. This business is conducted by AN INDIVIDUAL. This statement was filed with the County Clerk of Los Angeles County on 11/30/2021. Mountain Views News Dates Pub: DEC 4, 11, 18, 25, 2021	[6, 1002, 231, 1057]
legal-notice	[6, 1473, 231, 1532]
notice-divider	[1159, 714, 1358, 715]
